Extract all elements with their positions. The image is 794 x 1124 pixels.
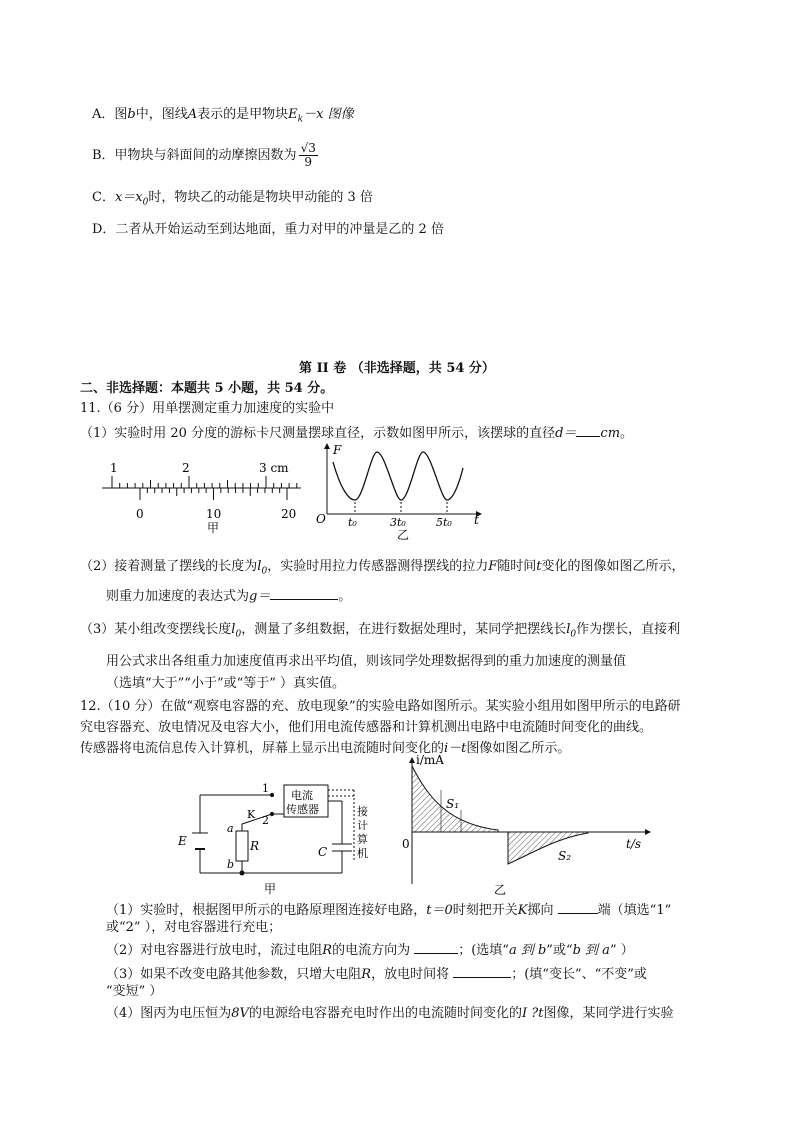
q12-part3-line1: （3）如果不改变电路其他参数，只增大电阻R，放电时间将 ；(填“变长”、“不变”或: [106, 964, 647, 984]
terminal-a-label: a: [227, 822, 234, 835]
section-heading: 二、非选择题：本题共 5 小题，共 54 分。: [80, 381, 334, 396]
resistor-r-label: R: [250, 839, 260, 853]
graph-y-label: i/mA: [416, 753, 444, 767]
tick-t0: t₀: [348, 516, 357, 529]
q12-line3: 传感器将电流信息传入计算机，屏幕上显示出电流随时间变化的i－t图像如图乙所示。: [80, 741, 571, 756]
q11-part1: （1）实验时用 20 分度的游标卡尺测量摆球直径，示数如图甲所示，该摆球的直径d＝ cm。: [80, 423, 633, 443]
tick-5t0: 5t₀: [436, 516, 452, 529]
q12-line1: 12.（10 分）在做“观察电容器的充、放电现象”的实验电路如图所示。某实验小组用如图甲所示的电路研: [80, 699, 681, 714]
q11-part3-line3: （选填“大于”“小于”或“等于” ）真实值。: [106, 676, 346, 691]
node-1-label: 1: [262, 782, 269, 795]
graph-x-label: t/s: [626, 837, 642, 851]
q12-part4: （4）图丙为电压恒为8V的电源给电容器充电时作出的电流随时间变化的I ?t图像，某同学进行实验: [106, 1006, 674, 1021]
answer-blank[interactable]: [558, 900, 598, 914]
q12-part3-line2: “变短” ）: [106, 984, 163, 999]
discharging-area-s2: [508, 832, 588, 864]
s1-label: S₁: [446, 797, 460, 811]
main-scale-label-2: 2: [182, 461, 190, 475]
vernier-label-0: 0: [136, 507, 144, 521]
caption-yi: 乙: [397, 528, 410, 540]
force-time-graph: [313, 440, 488, 540]
circuit-diagram: [170, 752, 385, 897]
f-axis-label: F: [333, 443, 342, 457]
capacitor-c-label: C: [318, 845, 328, 859]
q11-part3-line2: 用公式求出各组重力加速度值再求出平均值，则该同学处理数据得到的重力加速度的测量值: [106, 654, 627, 669]
resistor-r: [236, 831, 248, 861]
circuit-caption: 甲: [264, 882, 277, 896]
vernier-label-10: 10: [206, 507, 222, 521]
q11-part2-line1: （2）接着测量了摆线的长度为$l_0$，实验时用拉力传感器测得摆线的拉力F随时间t变化的图像如图乙所示，: [80, 559, 685, 577]
answer-blank[interactable]: [576, 423, 600, 437]
q12-part1-line1: （1）实验时，根据图甲所示的电路原理图连接好电路，t＝0时刻把开关K掷向 端（填选“1”: [106, 900, 671, 920]
sensor-label-2: 传感器: [286, 803, 319, 816]
computer-label-3: 算: [357, 833, 368, 846]
q11-title: 11.（6 分）用单摆测定重力加速度的实验中: [80, 401, 335, 416]
computer-label-2: 计: [357, 819, 368, 832]
origin-label: O: [316, 512, 326, 526]
s2-label: S₂: [558, 849, 572, 863]
main-scale-label-1: 1: [110, 461, 118, 475]
node-2-label: 2: [262, 814, 269, 827]
tick-3t0: 3t₀: [390, 516, 406, 529]
q12-line2: 究电容器充、放电情况及电容大小，他们用电流传感器和计算机测出电路中电流随时间变化的曲线。: [80, 720, 653, 735]
computer-label-1: 接: [357, 805, 368, 818]
computer-label-4: 机: [357, 847, 368, 860]
vernier-caliper-figure: [96, 455, 316, 535]
option-d: D．二者从开始运动至到达地面，重力对甲的冲量是乙的 2 倍: [92, 222, 444, 237]
answer-blank[interactable]: [270, 586, 338, 600]
battery-e-label: E: [178, 834, 187, 848]
option-b: B．甲物块与斜面间的动摩擦因数为 $\frac{√3}{9}$: [92, 141, 316, 169]
force-curve: [333, 452, 463, 500]
t-axis-label: t: [474, 513, 479, 527]
current-time-graph: [398, 752, 660, 900]
fraction-sqrt3-over-9: $\frac{√3}{9}$: [300, 141, 316, 169]
q12-part2: （2）对电容器进行放电时，流过电阻R的电流方向为 ；(选填“a 到 b”或“b 到 a” ）: [106, 940, 634, 960]
option-c: C．$x=x_0$时，物块乙的动能是物块甲动能的 3 倍: [92, 190, 373, 208]
terminal-b-label: b: [227, 858, 235, 871]
caliper-scale: [102, 476, 301, 500]
main-scale-label-3: 3 cm: [259, 461, 289, 475]
vernier-label-20: 20: [281, 507, 297, 521]
q11-part3-line1: （3）某小组改变摆线长度$l_0$，测量了多组数据，在进行数据处理时，某同学把摆线长$l_0$作为摆长，直接利: [80, 622, 681, 640]
answer-blank[interactable]: [414, 940, 458, 954]
sensor-label-1: 电流: [291, 789, 313, 802]
part2-heading: 第 II 卷 （非选择题，共 54 分）: [299, 361, 495, 376]
q11-part2-line2: 则重力加速度的表达式为g＝ 。: [106, 586, 351, 606]
graph-caption: 乙: [494, 883, 507, 897]
caption-jia: 甲: [207, 521, 220, 535]
answer-blank[interactable]: [453, 964, 511, 978]
q12-part1-line2: 或“2” ），对电容器进行充电；: [106, 920, 282, 935]
option-a: A．图b中，图线A表示的是甲物块$E_k-x$ 图像: [92, 107, 354, 125]
switch-k-label: K: [247, 808, 256, 821]
graph-origin: 0: [402, 837, 410, 851]
